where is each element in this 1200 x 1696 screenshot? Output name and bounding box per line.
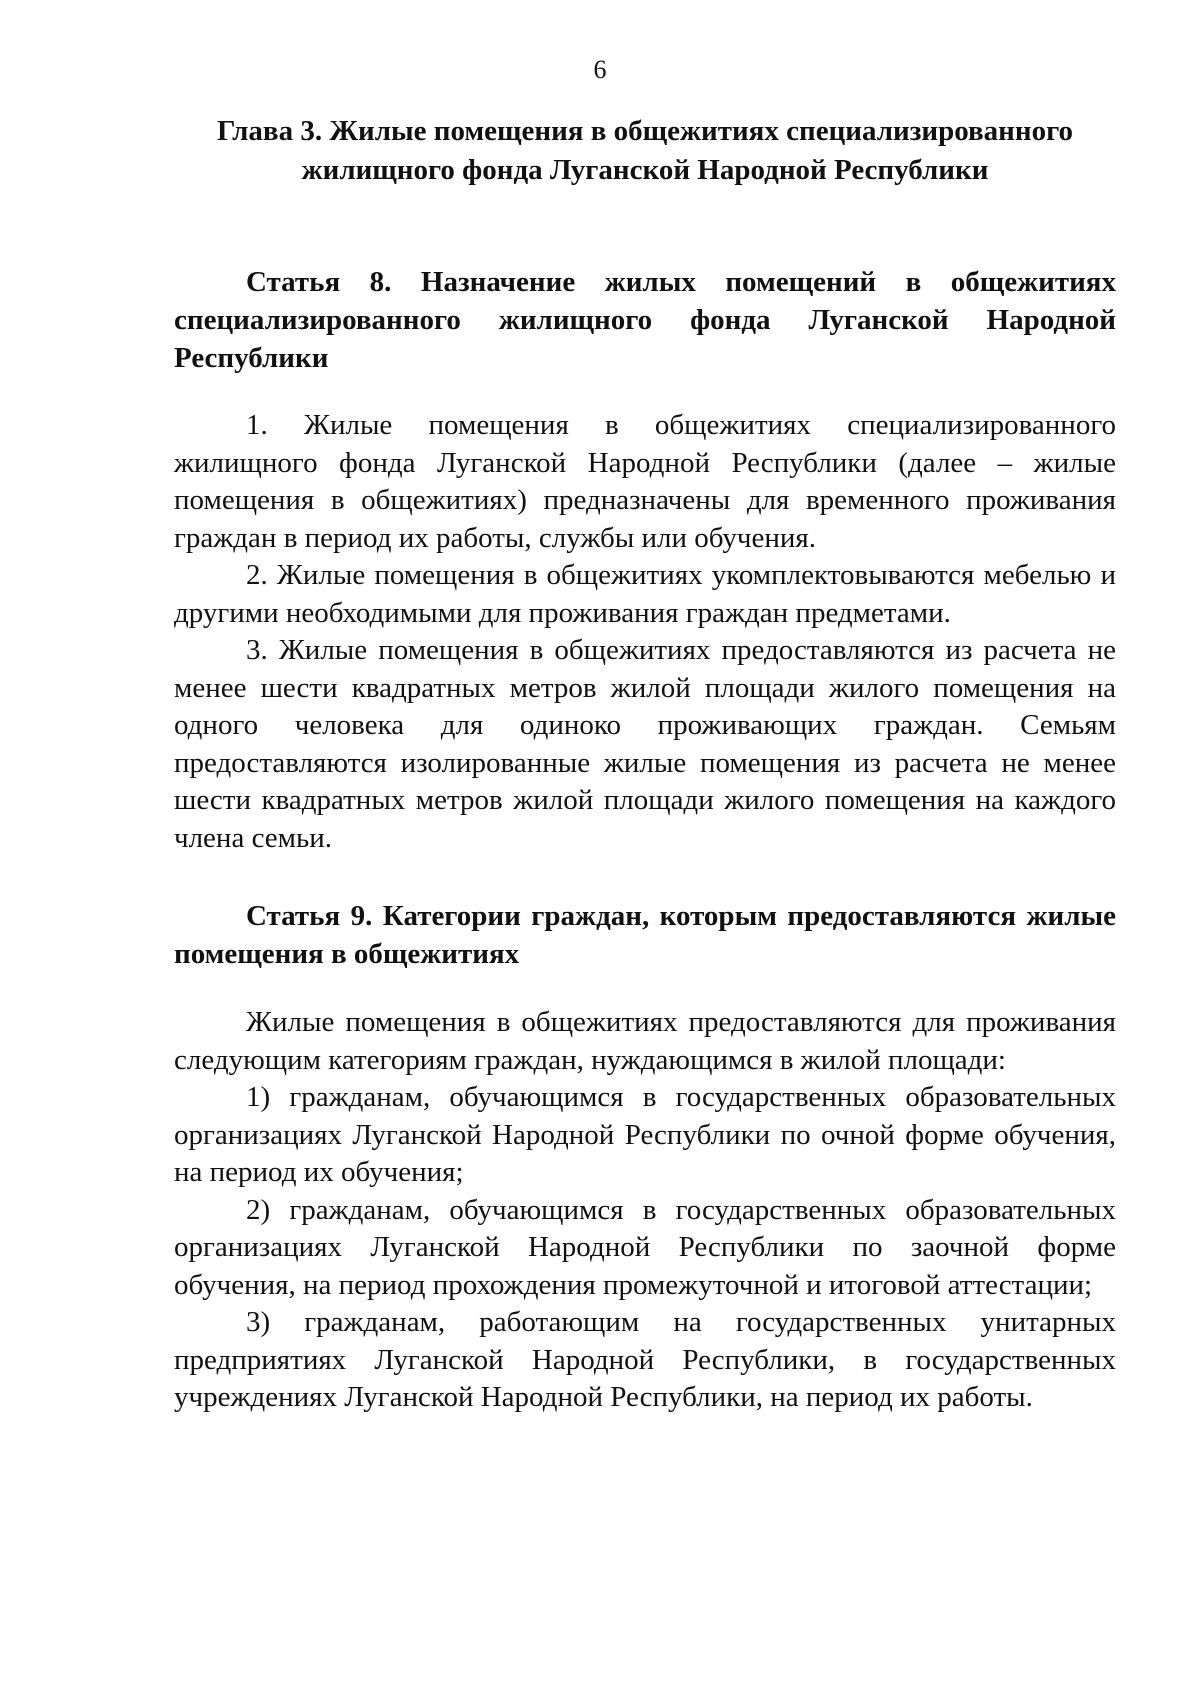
article-9 (174, 897, 1116, 1417)
article-9-intro: Жилые помещения в общежитиях предоставляются для проживания следующим категориям граждан, нуждающимся в жилой площади: (174, 1006, 1116, 1076)
article-9-item-2: 2) гражданам, обучающимся в государственных образовательных организациях Луганской Народной Республики по заочной форме обучения, на период прохождения промежуточной и итоговой аттестации; (174, 1193, 1116, 1301)
article-8-body (174, 407, 1116, 857)
article-8-title: Статья 8. Назначение жилых помещений в общежитиях специализированного жилищного фонда Луганской Народной Республики (174, 266, 1116, 374)
chapter-title-line-1: Глава 3. Жилые помещения в общежитиях специализированного (216, 115, 1074, 147)
article-9-title: Статья 9. Категории граждан, которым предоставляются жилые помещения в общежитиях (174, 900, 1116, 970)
chapter-title-line-2: жилищного фонда Луганской Народной Республики (301, 154, 989, 186)
article-8-paragraph-1: 1. Жилые помещения в общежитиях специализированного жилищного фонда Луганской Народной Республики (далее – жилые помещения в общежитиях) предназначены для временного проживания граждан в период их работы, службы или обучения. (174, 409, 1116, 554)
chapter-title (160, 112, 1130, 190)
page-number: 6 (593, 55, 607, 84)
article-9-item-1: 1) гражданам, обучающимся в государственных образовательных организациях Луганской Народной Республики по очной форме обучения, на период их обучения; (174, 1081, 1116, 1188)
article-8 (174, 263, 1116, 857)
document-content (174, 263, 1116, 1417)
article-9-item-3: 3) гражданам, работающим на государственных унитарных предприятиях Луганской Народной Республики, в государственных учреждениях Луганской Народной Республики, на период их работы. (174, 1306, 1116, 1413)
article-8-paragraph-3: 3. Жилые помещения в общежитиях предоставляются из расчета не менее шести квадратных метров жилой площади жилого помещения на одного человека для одиноко проживающих граждан. Семьям предоставляются изолированные жилые помещения из расчета не менее шести квадратных метров жилой площади жилого помещения на каждого члена семьи. (174, 634, 1116, 854)
article-9-body (174, 1004, 1116, 1417)
article-8-paragraph-2: 2. Жилые помещения в общежитиях укомплектовываются мебелью и другими необходимыми для проживания граждан предметами. (174, 559, 1116, 629)
